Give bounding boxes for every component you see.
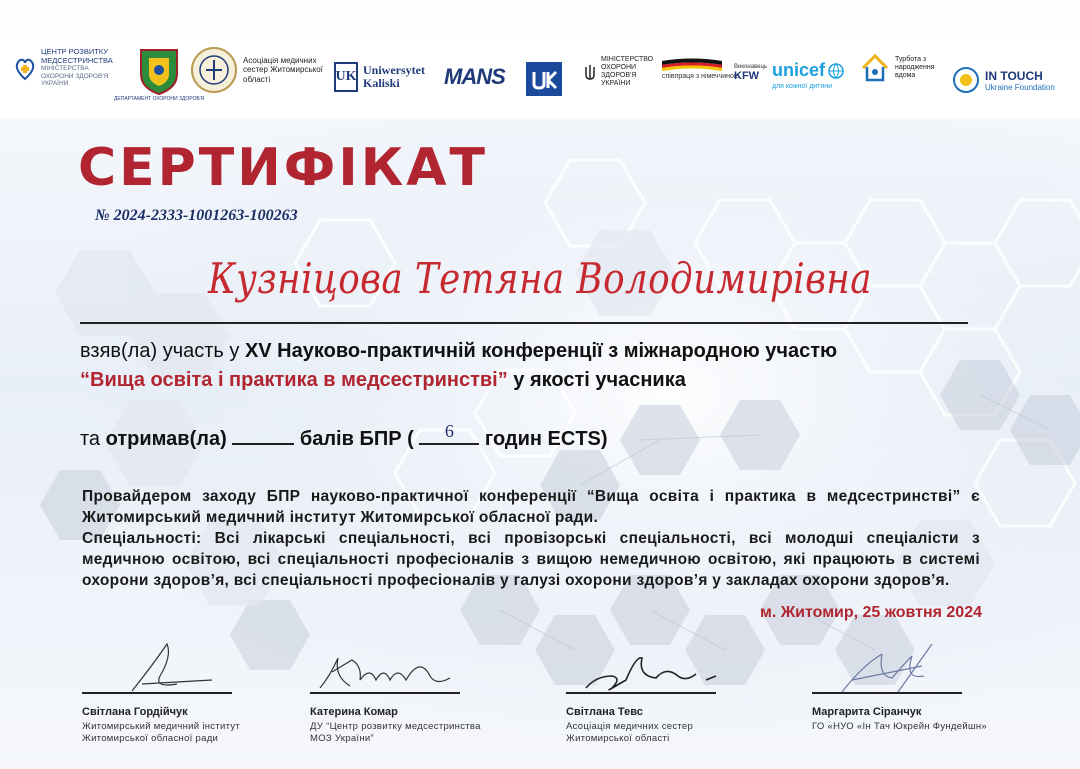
kfw-logo-subtext: Виконавець: [734, 64, 768, 70]
care-logo-text: Турбота з народження вдома: [895, 55, 935, 80]
credits-prefix: та: [80, 428, 106, 450]
name-underline: [80, 322, 968, 324]
conference-name: XV Науково-практичній конференції з міжнародною участю: [244, 340, 838, 362]
coat-of-arms-icon: [129, 44, 189, 96]
ukr-square-icon: [526, 62, 562, 96]
heart-cross-icon: [14, 55, 36, 81]
signature-1: [82, 636, 252, 696]
points-label: балів БПР (: [299, 428, 414, 450]
germany-logo: [662, 58, 739, 80]
recipient-name: Кузніцова Тетяна Володимирівна: [208, 254, 872, 303]
signatory-4: [812, 636, 992, 733]
intouch-emblem-icon: [952, 66, 980, 94]
kfw-logo: [734, 64, 767, 82]
topic-line: [80, 369, 686, 392]
specialties-text: Спеціальності: Всі лікарські спеціальності, всі провізорські спеціальності, всі молодші спеціалісти з медичною освітою, всі спеціальності професіоналів з вищою немедичною освітою, які працюють в системі охорони здоров’я, всі спеціальності професіоналів у галузі охорони здоров’я у закладах охорони здоров’я.: [82, 530, 980, 589]
german-flag-icon: [662, 58, 722, 72]
signatory-org-2: ДУ “Центр розвитку медсестринства МОЗ України”: [310, 720, 481, 744]
kaliski-logo-text: Uniwersytet Kaliski: [363, 63, 425, 90]
hours-label: годин ECTS): [484, 428, 608, 450]
center-logo: [14, 48, 121, 88]
signature-4: [812, 636, 982, 696]
intouch-logo: [952, 66, 1055, 94]
center-logo-text: ЦЕНТР РОЗВИТКУ МЕДСЕСТРИНСТВА: [41, 47, 113, 65]
ukr-logo: [526, 62, 562, 96]
unicef-logo-text: unicef: [772, 60, 826, 80]
signature-line-3: [566, 692, 716, 694]
place-date: м. Житомир, 25 жовтня 2024: [759, 604, 982, 621]
globe-icon: [828, 63, 844, 79]
credits-received: отримав(ла): [105, 428, 227, 450]
provider-text: Провайдером заходу БПР науково-практичної конференції “Вища освіта і практика в медсестринстві” є Житомирський медичний інститут Житомирської обласної ради.: [82, 488, 980, 526]
signatory-3: [566, 636, 746, 745]
ministry-logo: [584, 56, 653, 88]
mans-logo: [444, 64, 505, 90]
signature-3: [566, 636, 736, 696]
signatory-name-1: Світлана Гордійчук: [82, 705, 188, 718]
certificate-title: СЕРТИФІКАТ: [78, 138, 488, 198]
participation-prefix: взяв(ла) участь у: [80, 340, 245, 362]
association-logo: [190, 40, 333, 100]
unicef-logo: [772, 60, 844, 90]
uk-monogram-icon: UK: [334, 62, 358, 92]
round-seal-icon: [190, 40, 238, 100]
signatory-name-2: Катерина Комар: [310, 705, 398, 718]
kfw-logo-text: KFW: [734, 70, 760, 82]
description-block: [82, 486, 980, 591]
conference-topic: “Вища освіта і практика в медсестринстві”: [80, 369, 508, 391]
hours-value: 6: [444, 421, 454, 441]
association-logo-text: Асоціація медичних сестер Житомирської області: [243, 56, 323, 84]
signatory-name-3: Світлана Тевс: [566, 705, 643, 718]
center-logo-subtext: МІНІСТЕРСТВА ОХОРОНИ ЗДОРОВ'Я УКРАЇНИ: [41, 65, 109, 88]
certificate-number: № 2024-2333-1001263-100263: [95, 207, 298, 224]
signatory-2: [310, 636, 490, 745]
signatory-org-3: Асоціація медичних сестер Житомирської області: [566, 720, 694, 744]
signatory-org-1: Житомирський медичний інститут Житомирської обласної ради: [82, 720, 241, 744]
mans-logo-text: MANS: [444, 64, 505, 89]
intouch-logo-subtext: Ukraine Foundation: [985, 82, 1055, 92]
credits-line: [80, 421, 608, 451]
intouch-logo-text: IN TOUCH: [985, 68, 1043, 83]
signature-line-4: [812, 692, 962, 694]
hours-blank: [419, 421, 479, 445]
signature-line-2: [310, 692, 460, 694]
care-logo: [860, 52, 947, 84]
unicef-logo-subtext: для кожної дитини: [772, 83, 833, 90]
kaliski-logo: [334, 62, 433, 92]
signature-2: [310, 636, 480, 696]
points-blank: [232, 427, 294, 445]
signatory-name-4: Маргарита Сіранчук: [812, 705, 922, 718]
participation-suffix: у якості учасника: [507, 369, 686, 391]
partner-logos-strip: [0, 38, 1080, 118]
signatory-1: [82, 636, 262, 745]
trident-icon: [584, 63, 596, 81]
participation-line: [80, 340, 837, 363]
signature-line-1: [82, 692, 232, 694]
department-logo-text: ДЕПАРТАМЕНТ ОХОРОНИ ЗДОРОВ'Я: [114, 96, 205, 102]
germany-logo-text: співпраця з німеччиною: [662, 73, 740, 80]
ministry-logo-text: МІНІСТЕРСТВО ОХОРОНИ ЗДОРОВ'Я УКРАЇНИ: [601, 56, 654, 88]
home-care-icon: [860, 52, 890, 84]
signatory-org-4: ГО «НУО «Ін Тач Юкрейн Фундейшн»: [812, 720, 987, 732]
